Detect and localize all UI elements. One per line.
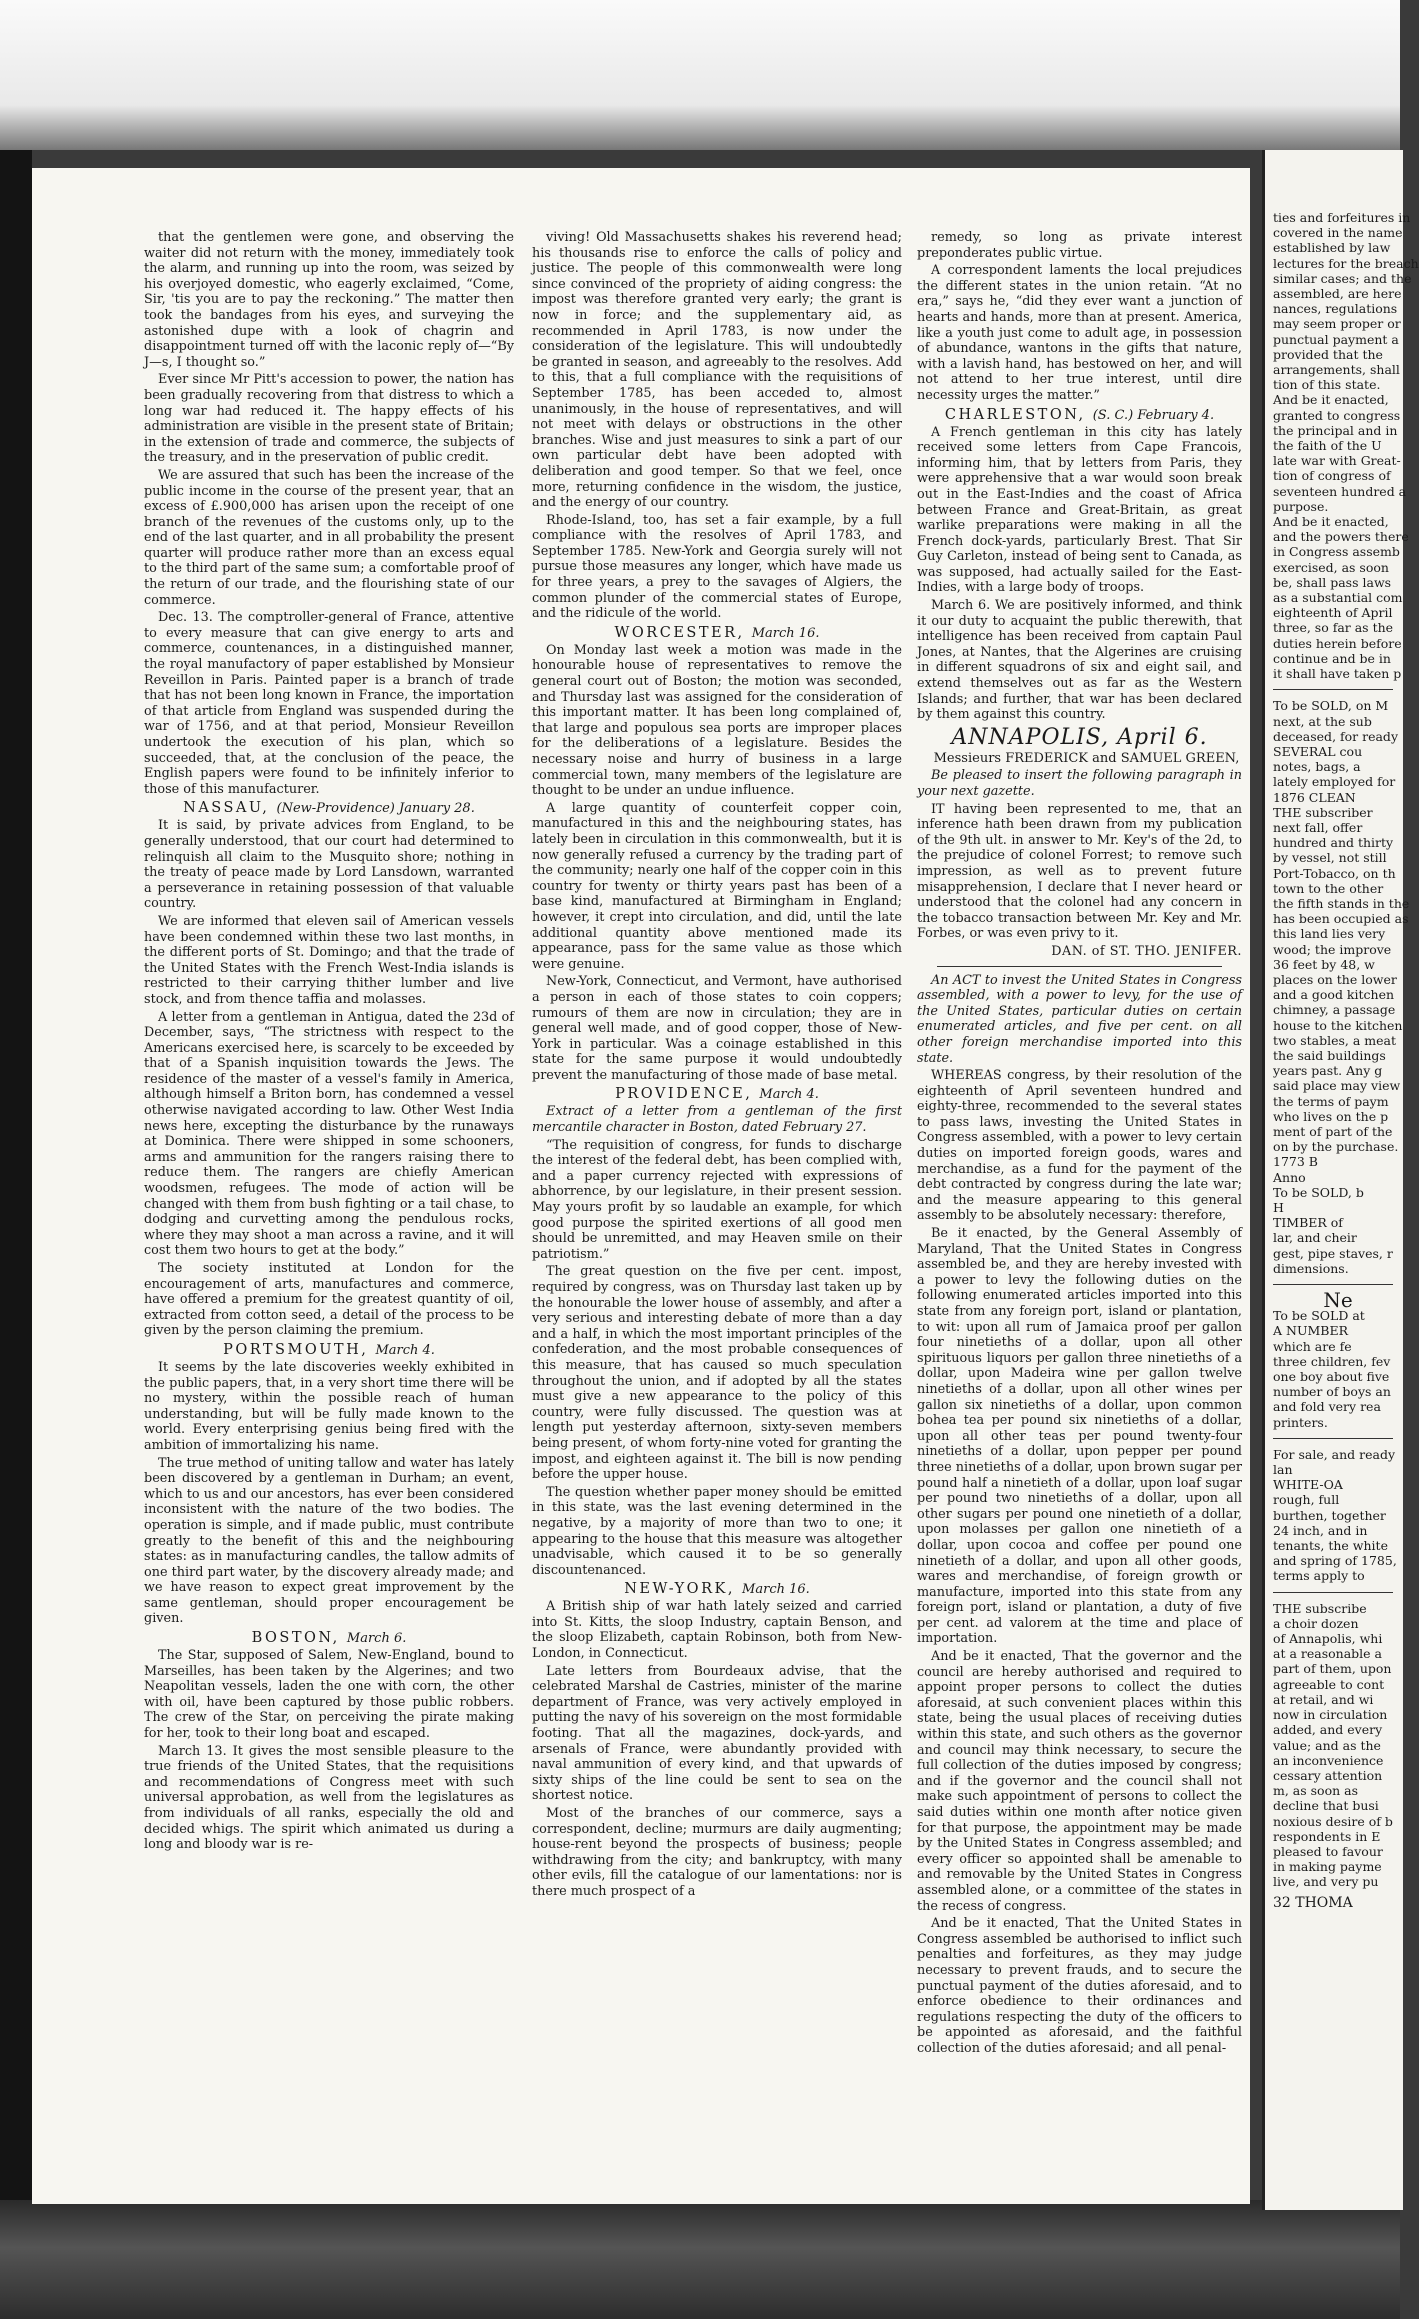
- fragment-line: 36 feet by 48, w: [1273, 956, 1375, 972]
- signature: DAN. of ST. THO. JENIFER.: [1051, 943, 1242, 959]
- fragment-line: the principal and in: [1273, 422, 1398, 438]
- fragment-line: two stables, a meat: [1273, 1032, 1397, 1048]
- dateline-place: NEW-YORK,: [624, 1581, 735, 1598]
- fragment-line: noxious desire of b: [1273, 1813, 1393, 1829]
- section-head: Ne: [1323, 1288, 1353, 1313]
- dateline-new-york: [532, 1580, 902, 1599]
- scan-left-edge: [0, 150, 32, 2210]
- fragment-line: dimensions.: [1273, 1260, 1349, 1276]
- advertisement: [1273, 1447, 1403, 1584]
- fragment-line: printers.: [1273, 1414, 1328, 1430]
- next-column-fragment: [1273, 210, 1419, 1911]
- fragment-line: rough, full: [1273, 1492, 1340, 1508]
- fragment-line: 1876 CLEAN: [1273, 789, 1356, 805]
- advertisement: [1273, 698, 1403, 804]
- fragment-line: this land lies very: [1273, 926, 1386, 942]
- dateline-date: (New-Providence) January 28.: [276, 801, 475, 817]
- dateline-charleston: [917, 406, 1242, 425]
- fragment-line: at a reasonable a: [1273, 1646, 1382, 1662]
- fragment-line: a choir dozen: [1273, 1615, 1359, 1631]
- fragment-line: To be SOLD, b: [1273, 1184, 1364, 1200]
- fragment-line: and a good kitchen: [1273, 987, 1395, 1003]
- paragraph: Be it enacted, by the General Assembly of Maryland, That the United States in Congress assembled be, and they are hereby invested with a power to levy the following duties on the following enumerated articles imported into this state from any foreign port, island or plantation, to wit: upon all rum of Jamaica proof per gallon four ninetieths of a dollar, upon all other spirituous liquors per gallon three ninetieths of a dollar, upon Madeira wine per gallon twelve ninetieths of a dollar, upon all other wines per gallon six ninetieths of a dollar, upon common bohea tea per pound six ninetieths of a dollar, upon all other teas per pound twenty-four ninetieths of a dollar, upon pepper per pound three ninetieths of a dollar, upon brown sugar per pound half a ninetieth of a dollar, upon loaf sugar per pound two ninetieths of a dollar, upon all other sugars per pound one ninetieth of a dollar, upon molasses per gallon one ninetieth of a dollar, upon cocoa and coffee per pound one ninetieth of a dollar, and upon all other goods, wares and merchandise, of foreign growth or manufacture, imported into this state from any foreign port, island or plantation, a duty of five per cent. ad valorem at the time and place of importation.: [917, 1226, 1242, 1647]
- fragment-line: cessary attention: [1273, 1767, 1383, 1783]
- paragraph: Most of the branches of our commerce, says a correspondent, decline; murmurs are daily augmenting; house-rent beyond the prospects of business; people withdrawing from the city; and bankruptcy, with many other evils, fill the catalogue of our lamentations: nor is there much prospect of a: [532, 1806, 902, 1899]
- fragment-line: deceased, for ready: [1273, 728, 1398, 744]
- fragment-line: To be SOLD at: [1273, 1308, 1365, 1324]
- newspaper-page: [32, 168, 1250, 2204]
- fragment-line: tion of congress of: [1273, 468, 1391, 484]
- fragment-line: eighteenth of April: [1273, 605, 1393, 621]
- fragment-line: who lives on the p: [1273, 1108, 1389, 1124]
- fragment-line: ment of part of the: [1273, 1123, 1393, 1139]
- fragment-line: chimney, a passage: [1273, 1002, 1396, 1018]
- fragment-line: established by law: [1273, 240, 1391, 256]
- paragraph: The great question on the five per cent. impost, required by congress, was on Thursday last taken up by the honourable the lower house of assembly, and after a very serious and interesting debate of more than a day and a half, in which the most important principles of the confederation, and the most probable consequences of this measure, that has caused so much speculation throughout the union, and if adopted by all the states must give a new appearance to the policy of this country, were fully discussed. The question was at length put yesterday afternoon, sixty-seven members being present, of whom forty-nine voted for granting the impost, and eighteen against it. The bill is now pending before the upper house.: [532, 1264, 902, 1483]
- fragment-line: late war with Great-: [1273, 453, 1401, 469]
- paragraph: We are informed that eleven sail of American vessels have been condemned within these two last months, in the different ports of St. Domingo; and that the trade of the United States with the French West-India islands is restricted to their carrying thither lumber and live stock, and from thence taffia and molasses.: [144, 913, 514, 1007]
- dateline-place: ANNAPOLIS,: [951, 724, 1110, 750]
- dateline-boston: [144, 1629, 514, 1648]
- fragment-line: m, as soon as: [1273, 1783, 1358, 1799]
- dateline-date: April 6.: [1117, 724, 1208, 750]
- fragment-line: TIMBER of: [1273, 1215, 1343, 1231]
- advertisement: [1273, 1601, 1403, 1890]
- fragment-line: number of boys an: [1273, 1384, 1391, 1400]
- fragment-line: Port-Tobacco, on th: [1273, 865, 1396, 881]
- fragment-line: wood; the improve: [1273, 941, 1392, 957]
- fragment-line: 1773 B: [1273, 1154, 1318, 1170]
- paragraph: And be it enacted, That the governor and the council are hereby authorised and required to appoint proper persons to collect the duties aforesaid, at such convenient places within this state, being the usual places of receiving duties within this state, and such others as the governor and council may think necessary, to secure the full collection of the duties imposed by congress; and if the governor and the council shall not make such appointment of persons to collect the said duties within one month after notice given for that purpose, the appointment may be made by the United States in Congress assembled; and every officer so appointed shall be amenable to and removable by the United States in Congress assembled alone, or a committee of the states in the recess of congress.: [917, 1649, 1242, 1914]
- fragment-line: seventeen hundred a: [1273, 483, 1407, 499]
- column-3: [917, 230, 1242, 2170]
- fragment-line: the said buildings: [1273, 1047, 1386, 1063]
- fragment-line: may seem proper or: [1273, 316, 1401, 332]
- fragment-line: and fold very rea: [1273, 1399, 1381, 1415]
- adjacent-page-fragment: [1262, 150, 1419, 2210]
- divider: [1273, 1284, 1393, 1285]
- fragment-line: next fall, offer: [1273, 819, 1363, 835]
- paragraph: Ever since Mr Pitt's accession to power, the nation has been gradually recovering from that distress to which a long war had reduced it. The happy effects of his administration are visible in the present state of Britain; in the extension of trade and commerce, the subjects of the treasury, and in the preservation of public credit.: [144, 372, 515, 466]
- fragment-line: lan: [1273, 1462, 1293, 1478]
- fragment-line: value; and as the: [1273, 1737, 1381, 1753]
- paragraph: The society instituted at London for the encouragement of arts, manufactures and commerce, have offered a premium for the greatest quantity of oil, extracted from cotton seed, a detail of the process to be given by the person claiming the premium.: [144, 1261, 514, 1339]
- fragment-line: H: [1273, 1200, 1284, 1215]
- fragment-line: has been occupied as: [1273, 911, 1409, 927]
- paragraph: that the gentlemen were gone, and observing the waiter did not return with the money, immediately took the alarm, and running up into the room, was seized by his overjoyed domestic, who eagerly exclaimed, “Come, Sir, 'tis you are to pay the reckoning.” The matter then took the bandages from his eyes, and surveying the astonished dupe with a look of chagrin and disappointment turned off with the laconic reply of—“By J—s, I thought so.”: [144, 230, 514, 370]
- fragment-line: exercised, as soon: [1273, 559, 1389, 575]
- fragment-line: the faith of the U: [1273, 438, 1382, 454]
- fragment-line: said place may view: [1273, 1078, 1401, 1094]
- fragment-line: next, at the sub: [1273, 713, 1372, 729]
- dateline-date: March 16.: [742, 1582, 810, 1598]
- paragraph: And be it enacted, That the United States in Congress assembled be authorised to inflict such penalties and forfeitures, as they may judge necessary to prevent frauds, and to secure the punctual payment of the duties aforesaid, and to enforce obedience to their ordinances and regulations respecting the duty of the officers to be appointed as aforesaid, and the faithful collection of the duties aforesaid; and all penal-: [917, 1916, 1242, 2056]
- fragment-line: gest, pipe staves, r: [1273, 1245, 1393, 1261]
- fragment-line: and spring of 1785,: [1273, 1553, 1397, 1569]
- fragment-line: by vessel, not still: [1273, 850, 1387, 866]
- fragment-line: SEVERAL cou: [1273, 743, 1363, 759]
- footer-fragment: 32 THOMA: [1273, 1894, 1353, 1911]
- scan-bottom-margin: [0, 2200, 1400, 2319]
- fragment-line: burthen, together: [1273, 1507, 1386, 1523]
- paragraph: New-York, Connecticut, and Vermont, have authorised a person in each of those states to coin coppers; rumours of them are now in circulation; they are in general well made, and of good copper, those of New-York in particular. Was a coinage established in this state for the same purpose it would undoubtedly prevent the manufacturing of those made of base metal.: [532, 974, 902, 1083]
- fragment-line: decline that busi: [1273, 1798, 1379, 1814]
- fragment-line: house to the kitchen: [1273, 1017, 1403, 1033]
- paragraph: We are assured that such has been the increase of the public income in the course of the present year, that an excess of £.900,000 has arisen upon the receipt of one branch of the revenues of the customs only, up to the end of the last quarter, and in all probability the present quarter will produce rather more than an excess equal to the third part of the same sum; a comfortable proof of the return of our trade, and the flourishing state of our commerce.: [144, 467, 514, 608]
- advertisement: [1273, 804, 1410, 1170]
- fragment-line: notes, bags, a: [1273, 759, 1361, 775]
- dateline-date: March 16.: [751, 625, 820, 641]
- dateline-place: NASSAU,: [183, 800, 270, 817]
- fragment-block: [1273, 514, 1409, 682]
- fragment-line: lately employed for: [1273, 774, 1396, 790]
- fragment-line: A NUMBER: [1273, 1323, 1348, 1339]
- letter-request: Be pleased to insert the following paragraph in your next gazette.: [917, 768, 1242, 799]
- fragment-line: of Annapolis, whi: [1273, 1631, 1383, 1647]
- paragraph: A British ship of war hath lately seized and carried into St. Kitts, the sloop Industry, captain Benson, and the sloop Elizabeth, captain Robinson, both from New-London, in Connecticut.: [532, 1599, 902, 1662]
- fragment-line: For sale, and ready: [1273, 1446, 1396, 1462]
- dateline-place: PROVIDENCE,: [615, 1086, 753, 1103]
- dateline-date: March 4.: [759, 1087, 819, 1103]
- fragment-line: lar, and cheir: [1273, 1230, 1357, 1246]
- fragment-line: live, and very pu: [1273, 1874, 1379, 1890]
- fragment-line: covered in the name: [1273, 225, 1403, 241]
- dateline-place: PORTSMOUTH,: [223, 1341, 369, 1358]
- paragraph: “The requisition of congress, for funds to discharge the interest of the federal debt, has been complied with, and a paper currency rejected with expressions of abhorrence, by our legislature, in their present session. May yours profit by so laudable an example, for which good purpose the spirited exertions of all good men should be unremitted, and may Heaven smile on their patriotism.”: [532, 1137, 902, 1262]
- paragraph: On Monday last week a motion was made in the honourable house of representatives to remove the general court out of Boston; the motion was seconded, and Thursday last was assigned for the consideration of this important matter. It has been long complained of, that large and populous sea ports are improper places for the deliberations of a legislature. Besides the necessary noise and hurry of business in a large commercial town, many members of the legislature are thought to be under an undue influence.: [532, 642, 902, 799]
- fragment-line: in making payme: [1273, 1859, 1382, 1875]
- paragraph: Rhode-Island, too, has set a fair example, by a full compliance with the resolves of April 1783, and September 1785. New-York and Georgia surely will not pursue those measures any longer, which have made us for three years, a prey to the savages of Algiers, the common plunder of the commercial states of Europe, and the ridicule of the world.: [532, 512, 902, 622]
- fragment-line: three children, fev: [1273, 1353, 1391, 1369]
- fragment-line: ties and forfeitures in: [1273, 210, 1411, 225]
- dateline-date: (S. C.) February 4.: [1092, 407, 1215, 423]
- fragment-line: And be it enacted,: [1273, 392, 1389, 408]
- paragraph: A letter from a gentleman in Antigua, dated the 23d of December, says, “The strictness with respect to the Americans exercised here, is scarcely to be exceeded by that of a Spanish inquisition towards the Jews. The residence of the master of a vessel's family in America, although himself a Briton born, has condemned a vessel otherwise navigated according to law. Other West India news here, excepting the disturbance by the runaways at Dominica. There were shipped in some schooners, arms and ammunition for the rangers raising there to reduce them. The rangers are chiefly American woodsmen, refugees. The mode of action will be changed with them from bush fighting or a tail chase, to dodging and curvetting among the pendulous rocks, where they may shoot a man across a ravine, and it will cost them two hours to get at the body.”: [144, 1009, 514, 1259]
- paragraph: WHEREAS congress, by their resolution of the eighteenth of April seventeen hundred and eighty-three, recommended to the several states to pass laws, investing the United States in Congress assembled, with a power to levy certain duties on imported foreign goods, wares and merchandise, as a fund for the payment of the debt contracted by congress during the late war; and the measure appearing to this general assembly to be absolutely necessary: therefore,: [917, 1068, 1242, 1224]
- fragment-line: respondents in E: [1273, 1828, 1381, 1844]
- fragment-line: WHITE-OA: [1273, 1477, 1343, 1493]
- paragraph: Dec. 13. The comptroller-general of France, attentive to every measure that can give energy to arts and commerce, countenances, in a distinguished manner, the royal manufactory of paper established by Monsieur Reveillon in Paris. Painted paper is a branch of trade that has not been long known in France, the importation of that article from England was suspended during the war of 1756, and at that period, Monsieur Reveillon undertook the execution of his plan, which so succeeded, that, at the conclusion of the peace, the English papers were found to be infinitely inferior to those of this manufacturer.: [144, 610, 514, 797]
- fragment-line: and the powers there: [1273, 529, 1409, 545]
- fragment-line: provided that the: [1273, 346, 1383, 362]
- dateline-place: CHARLESTON,: [944, 406, 1086, 423]
- fragment-line: THE subscriber: [1273, 804, 1373, 820]
- fragment-line: purpose.: [1273, 498, 1329, 514]
- fragment-line: granted to congress: [1273, 407, 1401, 423]
- fragment-line: THE subscribe: [1273, 1600, 1367, 1616]
- dateline-date: March 4.: [375, 1342, 435, 1358]
- dateline-place: BOSTON,: [251, 1630, 340, 1647]
- fragment-line: part of them, upon: [1273, 1661, 1392, 1677]
- letter-extract-intro: Extract of a letter from a gentleman of the first mercantile character in Boston, dated February 27.: [532, 1104, 902, 1136]
- fragment-line: hundred and thirty: [1273, 835, 1394, 851]
- fragment-line: lectures for the breach: [1273, 255, 1419, 271]
- fragment-line: three, so far as the: [1273, 620, 1394, 636]
- fragment-line: And be it enacted,: [1273, 514, 1389, 530]
- fragment-line: tenants, the white: [1273, 1538, 1388, 1554]
- fragment-line: punctual payment a: [1273, 331, 1399, 347]
- dateline-worcester: [532, 624, 902, 643]
- fragment-line: years past. Any g: [1273, 1063, 1383, 1079]
- fragment-line: assembled, are here: [1273, 286, 1402, 302]
- fragment-line: To be SOLD, on M: [1273, 698, 1389, 714]
- paragraph: The question whether paper money should be emitted in this state, was the last evening determined in the negative, by a majority of more than two to one; it appearing to the house that this measure was altogether unadvisable, which caused it to be so generally discountenanced.: [532, 1484, 902, 1578]
- fragment-line: as a substantial com: [1273, 590, 1403, 606]
- paragraph: A large quantity of counterfeit copper coin, manufactured in this and the neighbouring states, has lately been in circulation in this commonwealth, but it is now generally refused a currency by the trading part of the community; nearly one half of the copper coin in this country for twenty or thirty years past has been of a base kind, manufactured at Birmingham in England; however, it crept into circulation, and did, until the late additional quantity above mentioned made its appearance, pass for the same value as those which were genuine.: [532, 800, 902, 972]
- column-1: [144, 230, 514, 2170]
- dateline-nassau: [144, 799, 514, 818]
- advertisement: [1273, 1170, 1403, 1276]
- paragraph: viving! Old Massachusetts shakes his reverend head; his thousands rise to enforce the calls of policy and justice. The people of this commonwealth were long since convinced of the propriety of aiding congress: the impost was therefore granted very early; the grant is now in force; and the supplementary aid, as recommended in April 1783, is now under the consideration of the legislature. This will undoubtedly be granted in season, and agreeably to the resolves. Add to this, that a full compliance with the requisitions of September 1785, has been acceded to, almost unanimously, in the house of representatives, and will not meet with delays or obstructions in the other branches. Wise and just measures to sink a part of our own particular debt have been adopted with deliberation and good temper. So that we feel, once more, returning confidence in the wisdom, the justice, and the energy of our country.: [532, 230, 902, 511]
- paragraph: It seems by the late discoveries weekly exhibited in the public papers, that, in a very short time there will be no mystery, within the possible reach of human understanding, but will be fully made known to the world. Every enterprising genius being fired with the ambition of immortalizing his name.: [144, 1359, 514, 1453]
- fragment-line: agreeable to cont: [1273, 1676, 1385, 1692]
- fragment-line: added, and every: [1273, 1722, 1383, 1738]
- paragraph: It is said, by private advices from England, to be generally understood, that our court had determined to relinquish all claim to the Musquito shore; nothing in the treaty of peace made by Lord Lansdown, warranted a perseverance in retaining possession of that valuable country.: [144, 818, 514, 912]
- letter-address: Messieurs FREDERICK and SAMUEL GREEN,: [933, 750, 1240, 766]
- fragment-line: at retail, and wi: [1273, 1691, 1374, 1707]
- paragraph: March 13. It gives the most sensible pleasure to the true friends of the United States, that the requisitions and recommendations of Congress meet with such universal approbation, as well from the legislatures as from individuals of all ranks, especially the old and decided whigs. The spirit which animated us during a long and bloody war is re-: [144, 1743, 514, 1853]
- fragment-line: terms apply to: [1273, 1568, 1365, 1584]
- fragment-line: the fifth stands in the: [1273, 895, 1410, 911]
- fragment-block: [1273, 210, 1419, 393]
- fragment-line: similar cases; and the: [1273, 270, 1412, 286]
- paragraph: A correspondent laments the local prejudices the different states in the union retain. “At no era,” says he, “did they ever want a junction of hearts and hands, more than at present. America, like a youth just come to adult age, in possession of abundance, wantons in the gifts that nature, with a lavish hand, has bestowed on her, and will not attend to her true interest, until dire necessity urges the matter.”: [917, 263, 1242, 403]
- dateline-portsmouth: [144, 1341, 514, 1360]
- fragment-block: [1273, 392, 1407, 514]
- paragraph: The true method of uniting tallow and water has lately been discovered by a gentleman in Durham; an event, which to us and our ancestors, has ever been considered inconsistent with the nature of the two bodies. The operation is simple, and if made public, must contribute greatly to the benefit of this and the neighbouring states: as in manufacturing candles, the tallow admits of one third part water, by the discovery already made; and we have reason to expect great improvement by the same gentleman, should proper encouragement be given.: [144, 1455, 514, 1627]
- dateline-providence: [532, 1085, 902, 1104]
- fragment-line: an inconvenience: [1273, 1752, 1384, 1768]
- fragment-line: duties herein before: [1273, 635, 1402, 651]
- fragment-line: be, shall pass laws: [1273, 574, 1392, 590]
- fragment-line: places on the lower: [1273, 971, 1397, 987]
- paragraph: March 6. We are positively informed, and think it our duty to acquaint the public therewith, that intelligence has been received from captain Paul Jones, at Nantes, that the Algerines are cruising in different squadrons of six and eight sail, and extend themselves out as far as the Western Islands; and further, that war has been declared by them against this country.: [917, 598, 1242, 723]
- fragment-line: which are fe: [1273, 1338, 1352, 1354]
- fragment-line: it shall have taken p: [1273, 666, 1402, 682]
- fragment-line: nances, regulations: [1273, 301, 1398, 317]
- fragment-line: Anno: [1273, 1169, 1306, 1185]
- paragraph: Late letters from Bourdeaux advise, that the celebrated Marshal de Castries, minister of the marine department of France, was very actively employed in putting the navy of his sovereign on the most formidable footing. That all the magazines, dock-yards, and arsenals of France, were abundantly provided with naval ammunition of every kind, and that upwards of sixty ships of the line could be sent to sea on the shortest notice.: [532, 1663, 902, 1804]
- divider: [1273, 1592, 1393, 1593]
- dateline-place: WORCESTER,: [614, 624, 745, 641]
- fragment-line: pleased to favour: [1273, 1843, 1383, 1859]
- advertisement: [1273, 1308, 1403, 1430]
- fragment-line: the terms of paym: [1273, 1093, 1389, 1109]
- fragment-line: 24 inch, and in: [1273, 1522, 1368, 1538]
- fragment-line: one boy about five: [1273, 1369, 1390, 1385]
- divider: [1273, 689, 1393, 690]
- paragraph: A French gentleman in this city has lately received some letters from Cape Francois, informing him, that by letters from Paris, they were apprehensive that a war would soon break out in the East-Indies and the coast of Africa between France and Great-Britain, as great warlike preparations were making in all the French dock-yards, particularly Brest. That Sir Guy Carleton, instead of being sent to Canada, as was supposed, had actually sailed for the East-Indies, with a large body of troops.: [917, 424, 1242, 596]
- scan-top-margin: [0, 0, 1400, 150]
- act-title: An ACT to invest the United States in Congress assembled, with a power to levy, for the use of the United States, particular duties on certain enumerated articles, and five per cent. on all other foreign merchandise imported into this state.: [917, 972, 1242, 1066]
- paragraph: IT having been represented to me, that an inference hath been drawn from my publication of the 9th ult. in answer to Mr. Key's of the 2d, to the prejudice of colonel Forrest; to remove such impression, as well as to prevent future misapprehension, I declare that I never heard or understood that the colonel had any concern in the tobacco transaction between Mr. Key and Mr. Forbes, or was even privy to it.: [917, 801, 1242, 942]
- fragment-line: in Congress assemb: [1273, 544, 1400, 560]
- fragment-line: now in circulation: [1273, 1707, 1388, 1723]
- paragraph: The Star, supposed of Salem, New-England, bound to Marseilles, has been taken by the Algerines; and two Neapolitan vessels, laden the one with corn, the other with oil, have been captured by those public robbers. The crew of the Star, on perceiving the pirate making for her, took to their long boat and escaped.: [144, 1648, 514, 1742]
- fragment-line: tion of this state.: [1273, 377, 1381, 393]
- dateline-date: March 6.: [346, 1631, 407, 1647]
- column-2: [532, 230, 902, 2170]
- divider: [937, 966, 1222, 967]
- fragment-line: on by the purchase.: [1273, 1139, 1399, 1155]
- paragraph: remedy, so long as private interest preponderates public virtue.: [917, 230, 1242, 261]
- fragment-line: town to the other: [1273, 880, 1384, 896]
- fragment-line: arrangements, shall: [1273, 362, 1400, 378]
- dateline-annapolis: [917, 725, 1242, 751]
- fragment-line: continue and be in: [1273, 650, 1391, 666]
- divider: [1273, 1438, 1393, 1439]
